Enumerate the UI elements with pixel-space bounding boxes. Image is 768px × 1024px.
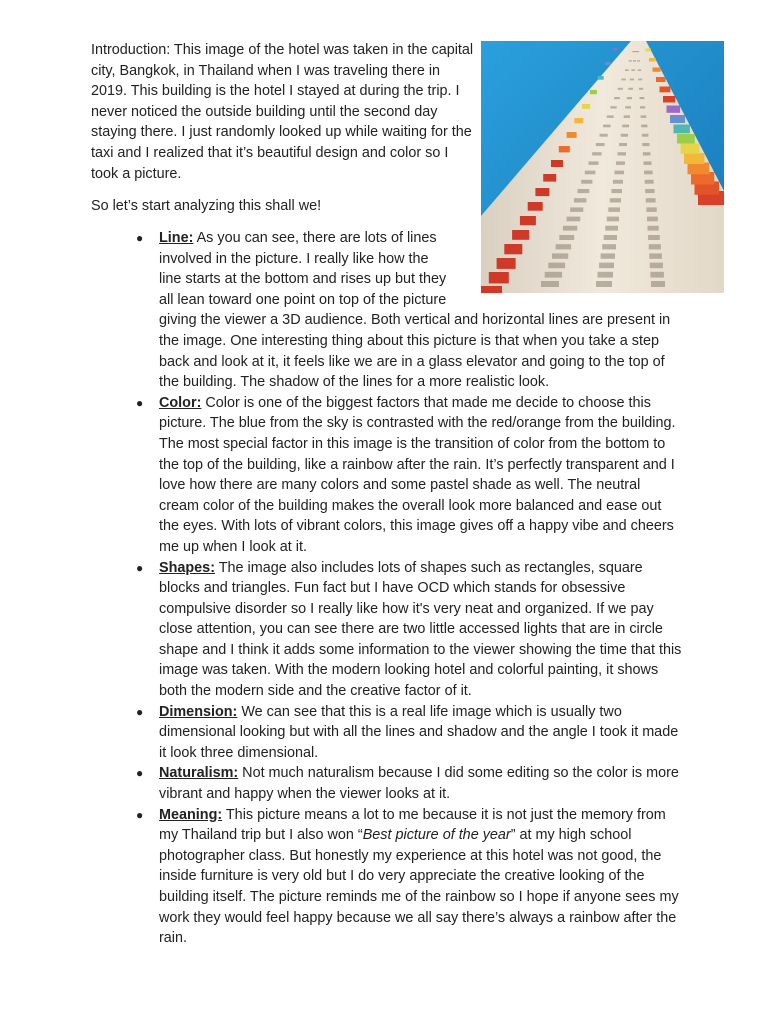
window-opening bbox=[627, 97, 632, 99]
window-opening bbox=[628, 88, 633, 90]
right-balcony-slab bbox=[688, 163, 710, 175]
window-opening bbox=[596, 143, 605, 146]
window-opening bbox=[611, 189, 622, 193]
window-opening bbox=[610, 106, 616, 108]
left-balcony-slab bbox=[613, 48, 617, 51]
line-text-top: As you can see, there are lots of lines involved in the picture. I really like how the line starts at the bottom and rises up but they all lean toward one point on top of the picture bbox=[159, 230, 447, 308]
window-opening bbox=[621, 79, 626, 81]
right-balcony-slab bbox=[684, 153, 705, 164]
window-opening bbox=[619, 143, 627, 146]
bullet-icon: ● bbox=[136, 395, 144, 410]
bullet-icon: ● bbox=[136, 766, 144, 781]
shapes-text: The image also includes lots of shapes such as rectangles, square blocks and triangles. Fun fact but I have OCD which stands for obsessive compulsive disorder so I really like how it's very neat and organized. If we pay close attention, you can see there are two little accessed lights that are in circle shape and I think it adds some information to the viewer showing the time that this image was taken. With the modern looking hotel and colorful painting, it shows both the modern side and the creative factor of it. bbox=[159, 559, 682, 700]
bullet-icon: ● bbox=[136, 231, 144, 245]
window-opening bbox=[637, 51, 640, 52]
right-balcony-slab bbox=[663, 96, 675, 103]
right-balcony-slab bbox=[677, 134, 695, 144]
window-opening bbox=[581, 180, 592, 184]
window-opening bbox=[618, 88, 623, 90]
window-opening bbox=[592, 152, 601, 155]
window-opening bbox=[607, 115, 614, 118]
left-balcony-slab bbox=[528, 202, 543, 211]
window-opening bbox=[639, 88, 643, 90]
window-opening bbox=[607, 217, 619, 222]
window-opening bbox=[618, 152, 627, 155]
left-balcony-slab bbox=[551, 160, 563, 167]
window-opening bbox=[613, 180, 623, 184]
right-balcony-slab bbox=[670, 115, 685, 123]
window-opening bbox=[624, 115, 630, 118]
term-meaning: Meaning: bbox=[159, 806, 223, 823]
term-dimension: Dimension: bbox=[159, 703, 238, 720]
window-opening bbox=[637, 60, 640, 61]
window-opening bbox=[644, 161, 652, 165]
bullet-icon: ● bbox=[136, 560, 144, 575]
left-balcony-slab bbox=[574, 118, 583, 123]
line-text-bottom: giving the viewer a 3D audience. Both vertical and horizontal lines are present in the image. One interesting thing about this picture is that when you take a step back and look at it, it feels like we are in a glass elevator and going to the top of the building. The shadow of the lines for a more realistic look. bbox=[159, 312, 671, 391]
left-balcony-slab bbox=[520, 216, 536, 225]
window-opening bbox=[578, 189, 590, 193]
naturalism-text: Not much naturalism because I did some editing so the color is more vibrant and happy when the viewer looks at it. bbox=[159, 765, 679, 803]
window-opening bbox=[621, 134, 628, 137]
list-item-dimension bbox=[0, 702, 700, 764]
window-opening bbox=[640, 106, 645, 108]
lead-sentence: So let’s start analyzing this shall we! bbox=[91, 198, 322, 214]
term-naturalism: Naturalism: bbox=[159, 765, 239, 782]
right-balcony-slab bbox=[646, 49, 651, 52]
left-balcony-slab bbox=[598, 76, 604, 80]
window-opening bbox=[616, 161, 625, 165]
window-opening bbox=[622, 125, 629, 128]
left-balcony-slab bbox=[590, 90, 597, 94]
window-opening bbox=[633, 60, 636, 61]
right-balcony-slab bbox=[667, 106, 681, 113]
left-balcony-slab bbox=[605, 62, 610, 65]
window-opening bbox=[585, 171, 596, 175]
right-balcony-slab bbox=[656, 77, 666, 82]
window-opening bbox=[625, 106, 631, 108]
list-item-color bbox=[0, 393, 700, 558]
window-opening bbox=[645, 189, 654, 193]
analysis-list bbox=[0, 228, 700, 949]
window-opening bbox=[638, 79, 642, 81]
right-balcony-slab bbox=[660, 87, 671, 93]
window-opening bbox=[641, 115, 647, 118]
window-opening bbox=[644, 171, 653, 175]
meaning-text-a: This picture means a lot to me because it is not just the memory from my Thailand trip but I also won “ bbox=[159, 806, 666, 844]
window-opening bbox=[600, 134, 608, 137]
left-balcony-slab bbox=[543, 174, 556, 182]
left-balcony-slab bbox=[567, 132, 577, 138]
list-item-line bbox=[0, 228, 700, 393]
window-opening bbox=[625, 69, 629, 71]
window-opening bbox=[615, 171, 625, 175]
term-color: Color: bbox=[159, 394, 202, 411]
left-balcony-slab bbox=[559, 146, 570, 152]
window-opening bbox=[631, 69, 635, 71]
window-opening bbox=[570, 207, 583, 212]
window-opening bbox=[567, 217, 581, 222]
window-opening bbox=[642, 143, 649, 146]
meaning-text-b: ” at my high school photographer class. But honestly my experience at this hotel was not good, the inside furniture is very old but I do very appreciate the creative looking of the building itself. The picture reminds me of the rainbow so I hope if anyone sees my work they would feel happy because we all say there’s always a rainbow after the rain. bbox=[159, 827, 679, 947]
window-opening bbox=[640, 97, 645, 99]
window-opening bbox=[642, 134, 649, 137]
list-item-shapes bbox=[0, 558, 700, 702]
list-item-naturalism bbox=[0, 763, 700, 804]
term-shapes: Shapes: bbox=[159, 559, 215, 576]
color-text: Color is one of the biggest factors that made me decide to choose this picture. The blue from the sky is contrasted with the red/orange from the building. The most special factor in this image is the transition of color from the bottom to the top of the building, like a rainbow after the rain. It’s perfectly transparent and I love how there are many colors and some pastel shade as well. The neutral cream color of the building makes the overall look more balanced and ease out the eyes. With lots of vibrant colors, this image gives off a happy vibe and cheers me up when I look at it. bbox=[159, 394, 676, 555]
window-opening bbox=[614, 97, 620, 99]
dimension-text: We can see that this is a real life image which is usually two dimensional looking but with all the lines and shadow and the angle I took it made it look three dimensional. bbox=[159, 703, 679, 761]
window-opening bbox=[610, 198, 621, 202]
window-opening bbox=[603, 125, 611, 128]
right-balcony-slab bbox=[674, 125, 690, 134]
window-opening bbox=[645, 180, 654, 184]
left-balcony-slab bbox=[535, 188, 549, 196]
window-opening bbox=[608, 207, 620, 212]
right-balcony-slab bbox=[681, 144, 700, 154]
bullet-icon: ● bbox=[136, 704, 144, 719]
window-opening bbox=[574, 198, 587, 202]
window-opening bbox=[647, 217, 658, 222]
bullet-icon: ● bbox=[136, 807, 144, 822]
window-opening bbox=[629, 60, 632, 61]
award-title: Best picture of the year bbox=[362, 827, 511, 844]
window-opening bbox=[646, 207, 656, 212]
term-line: Line: bbox=[159, 230, 194, 246]
list-item-meaning bbox=[0, 805, 700, 949]
window-opening bbox=[630, 79, 634, 81]
window-opening bbox=[641, 125, 647, 128]
right-balcony-slab bbox=[649, 58, 656, 62]
window-opening bbox=[646, 198, 656, 202]
left-balcony-slab bbox=[582, 104, 590, 109]
introduction-paragraph: Introduction: This image of the hotel was taken in the capital city, Bangkok, in Thailand when I was traveling there in 2019. This building is the hotel I stayed at during the trip. I never noticed the outside building until the second day staying there. I just randomly looked up while waiting for the taxi and I realized that it’s beautiful design and color so I took a picture. bbox=[91, 42, 474, 182]
window-opening bbox=[643, 152, 651, 155]
window-opening bbox=[638, 69, 641, 71]
window-opening bbox=[589, 161, 599, 165]
right-balcony-slab bbox=[653, 68, 661, 72]
